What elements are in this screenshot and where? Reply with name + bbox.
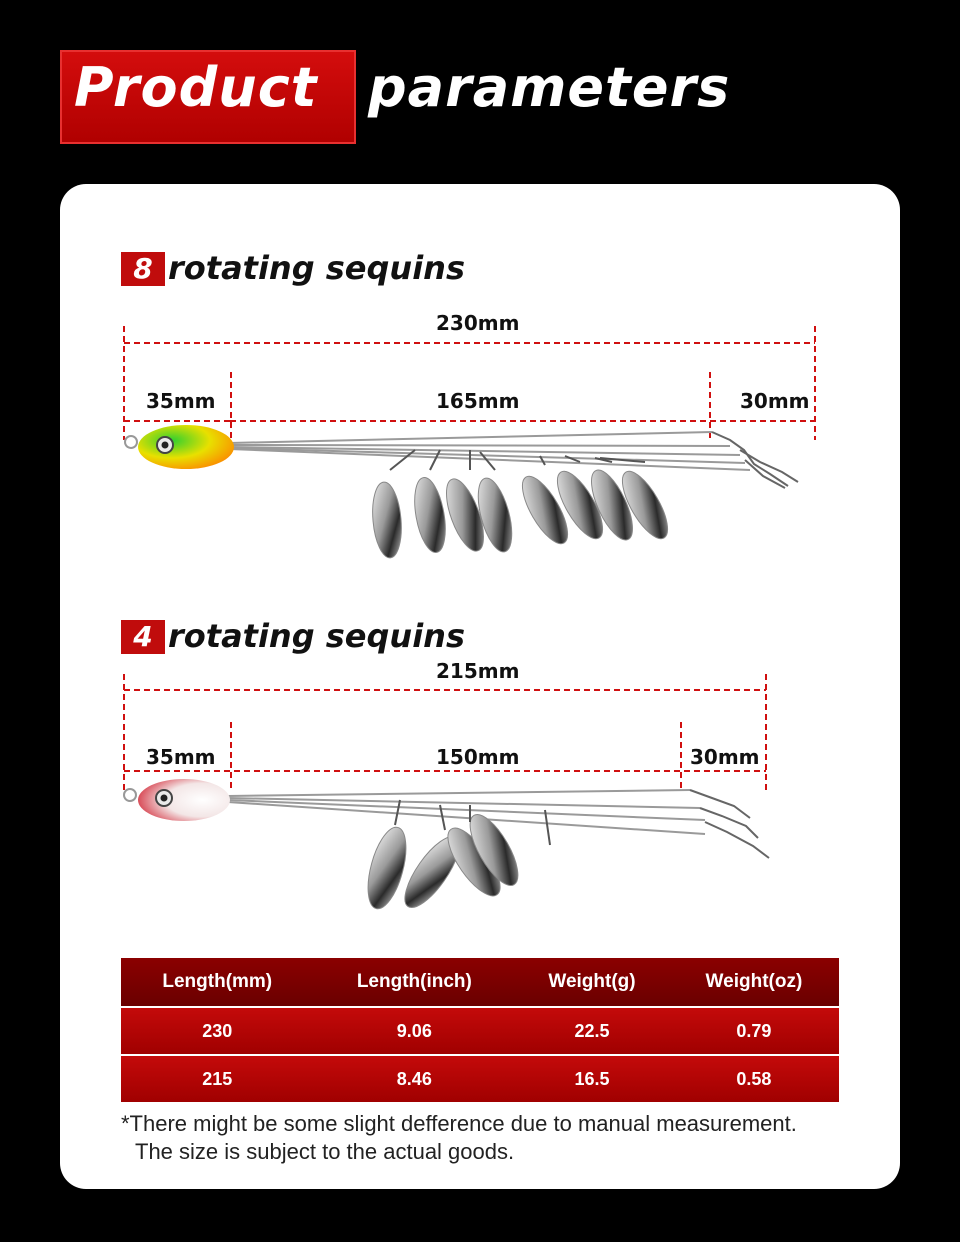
table-cell: 215 — [121, 1054, 314, 1102]
section-1-middle-length: 165mm — [436, 389, 520, 413]
section-2-middle-length: 150mm — [436, 745, 520, 769]
section-1-total-length: 230mm — [436, 311, 520, 335]
spec-table — [121, 958, 839, 1102]
section-2-number-badge: 4 — [121, 620, 165, 654]
table-cell: 9.06 — [314, 1006, 516, 1054]
section-1-lure — [125, 425, 798, 559]
section-2-lure — [124, 779, 769, 915]
table-cell: 0.79 — [669, 1006, 839, 1054]
table-cell: 16.5 — [515, 1054, 669, 1102]
col-header-length-mm: Length(mm) — [121, 958, 314, 1006]
note-line-2: The size is subject to the actual goods. — [135, 1139, 515, 1164]
section-1-dimension-lines — [124, 326, 815, 440]
col-header-length-inch: Length(inch) — [314, 958, 516, 1006]
section-1-number-badge: 8 — [121, 252, 165, 286]
table-cell: 8.46 — [314, 1054, 516, 1102]
header-title-word2: parameters — [368, 56, 731, 119]
table-row — [121, 1054, 839, 1102]
section-2-total-length: 215mm — [436, 659, 520, 683]
section-2-dimension-lines — [124, 674, 766, 790]
table-cell: 22.5 — [515, 1006, 669, 1054]
section-2-tail-length: 30mm — [690, 745, 760, 769]
section-2-title: rotating sequins — [168, 617, 465, 655]
header-title-word1: Product — [74, 56, 318, 119]
section-1-head-length: 35mm — [146, 389, 216, 413]
section-1-title: rotating sequins — [168, 249, 465, 287]
col-header-weight-g: Weight(g) — [515, 958, 669, 1006]
col-header-weight-oz: Weight(oz) — [669, 958, 839, 1006]
table-cell: 230 — [121, 1006, 314, 1054]
note-line-1: *There might be some slight defference due to manual measurement. — [121, 1111, 797, 1136]
spec-table-header-row — [121, 958, 839, 1006]
section-1-tail-length: 30mm — [740, 389, 810, 413]
table-row — [121, 1006, 839, 1054]
section-2-head-length: 35mm — [146, 745, 216, 769]
table-cell: 0.58 — [669, 1054, 839, 1102]
